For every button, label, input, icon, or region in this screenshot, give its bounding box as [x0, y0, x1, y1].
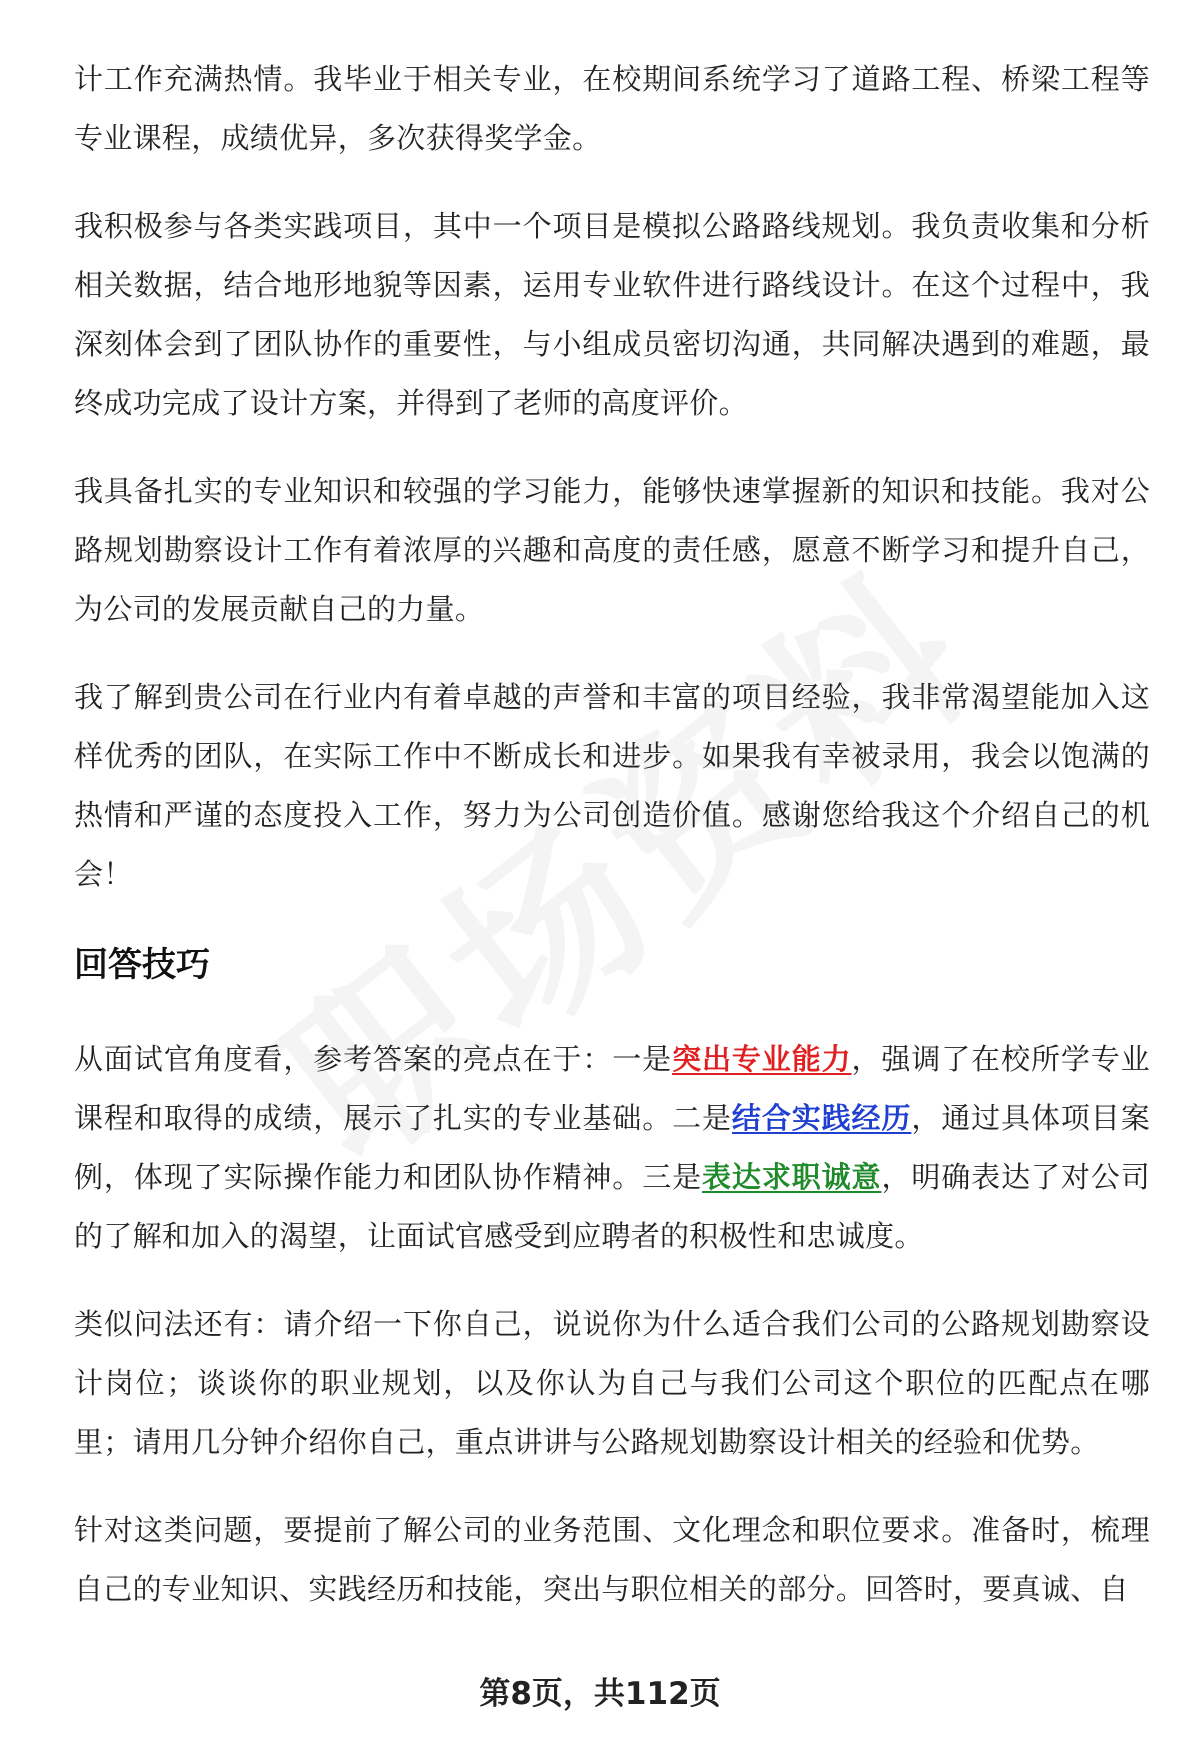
paragraph-1: 计工作充满热情。我毕业于相关专业，在校期间系统学习了道路工程、桥梁工程等专业课程，成绩优异，多次获得奖学金。 [74, 62, 1150, 155]
tips-paragraph-1 [74, 1030, 1150, 1266]
tips-text: ，明确表达了对公司的了解和加入的渴望，让面试官感受到应聘者的积极性和忠诚度。 [74, 1160, 1150, 1253]
paragraph-2: 我积极参与各类实践项目，其中一个项目是模拟公路路线规划。我负责收集和分析相关数据，结合地形地貌等因素，运用专业软件进行路线设计。在这个过程中，我深刻体会到了团队协作的重要性，与小组成员密切沟通，共同解决遇到的难题，最终成功完成了设计方案，并得到了老师的高度评价。 [74, 209, 1150, 420]
tips-text: ，强调了在校所学专业课程和取得的成绩，展示了扎实的专业基础。二是 [74, 1042, 1150, 1135]
tips-text: ，通过具体项目案例，体现了实际操作能力和团队协作精神。三是 [74, 1101, 1150, 1194]
tips-paragraph-3: 针对这类问题，要提前了解公司的业务范围、文化理念和职位要求。准备时，梳理自己的专业知识、实践经历和技能，突出与职位相关的部分。回答时，要真诚、自 [74, 1513, 1150, 1606]
document-body [74, 50, 1150, 1648]
paragraph-3: 我具备扎实的专业知识和较强的学习能力，能够快速掌握新的知识和技能。我对公路规划勘察设计工作有着浓厚的兴趣和高度的责任感，愿意不断学习和提升自己，为公司的发展贡献自己的力量。 [74, 474, 1150, 626]
highlight-professional-ability: 突出专业能力 [672, 1042, 852, 1076]
highlight-practical-experience: 结合实践经历 [731, 1101, 912, 1135]
tips-paragraph-2: 类似问法还有：请介绍一下你自己，说说你为什么适合我们公司的公路规划勘察设计岗位；谈谈你的职业规划，以及你认为自己与我们公司这个职位的匹配点在哪里；请用几分钟介绍你自己，重点讲讲与公路规划勘察设计相关的经验和优势。 [74, 1307, 1150, 1459]
highlight-sincerity: 表达求职诚意 [702, 1160, 882, 1194]
paragraph-4: 我了解到贵公司在行业内有着卓越的声誉和丰富的项目经验，我非常渴望能加入这样优秀的团队，在实际工作中不断成长和进步。如果我有幸被录用，我会以饱满的热情和严谨的态度投入工作，努力为公司创造价值。感谢您给我这个介绍自己的机会！ [74, 680, 1150, 891]
tips-text: 从面试官角度看，参考答案的亮点在于：一是 [74, 1042, 673, 1076]
section-heading: 回答技巧 [74, 945, 210, 985]
page-footer: 第8页，共112页 [479, 1676, 721, 1712]
